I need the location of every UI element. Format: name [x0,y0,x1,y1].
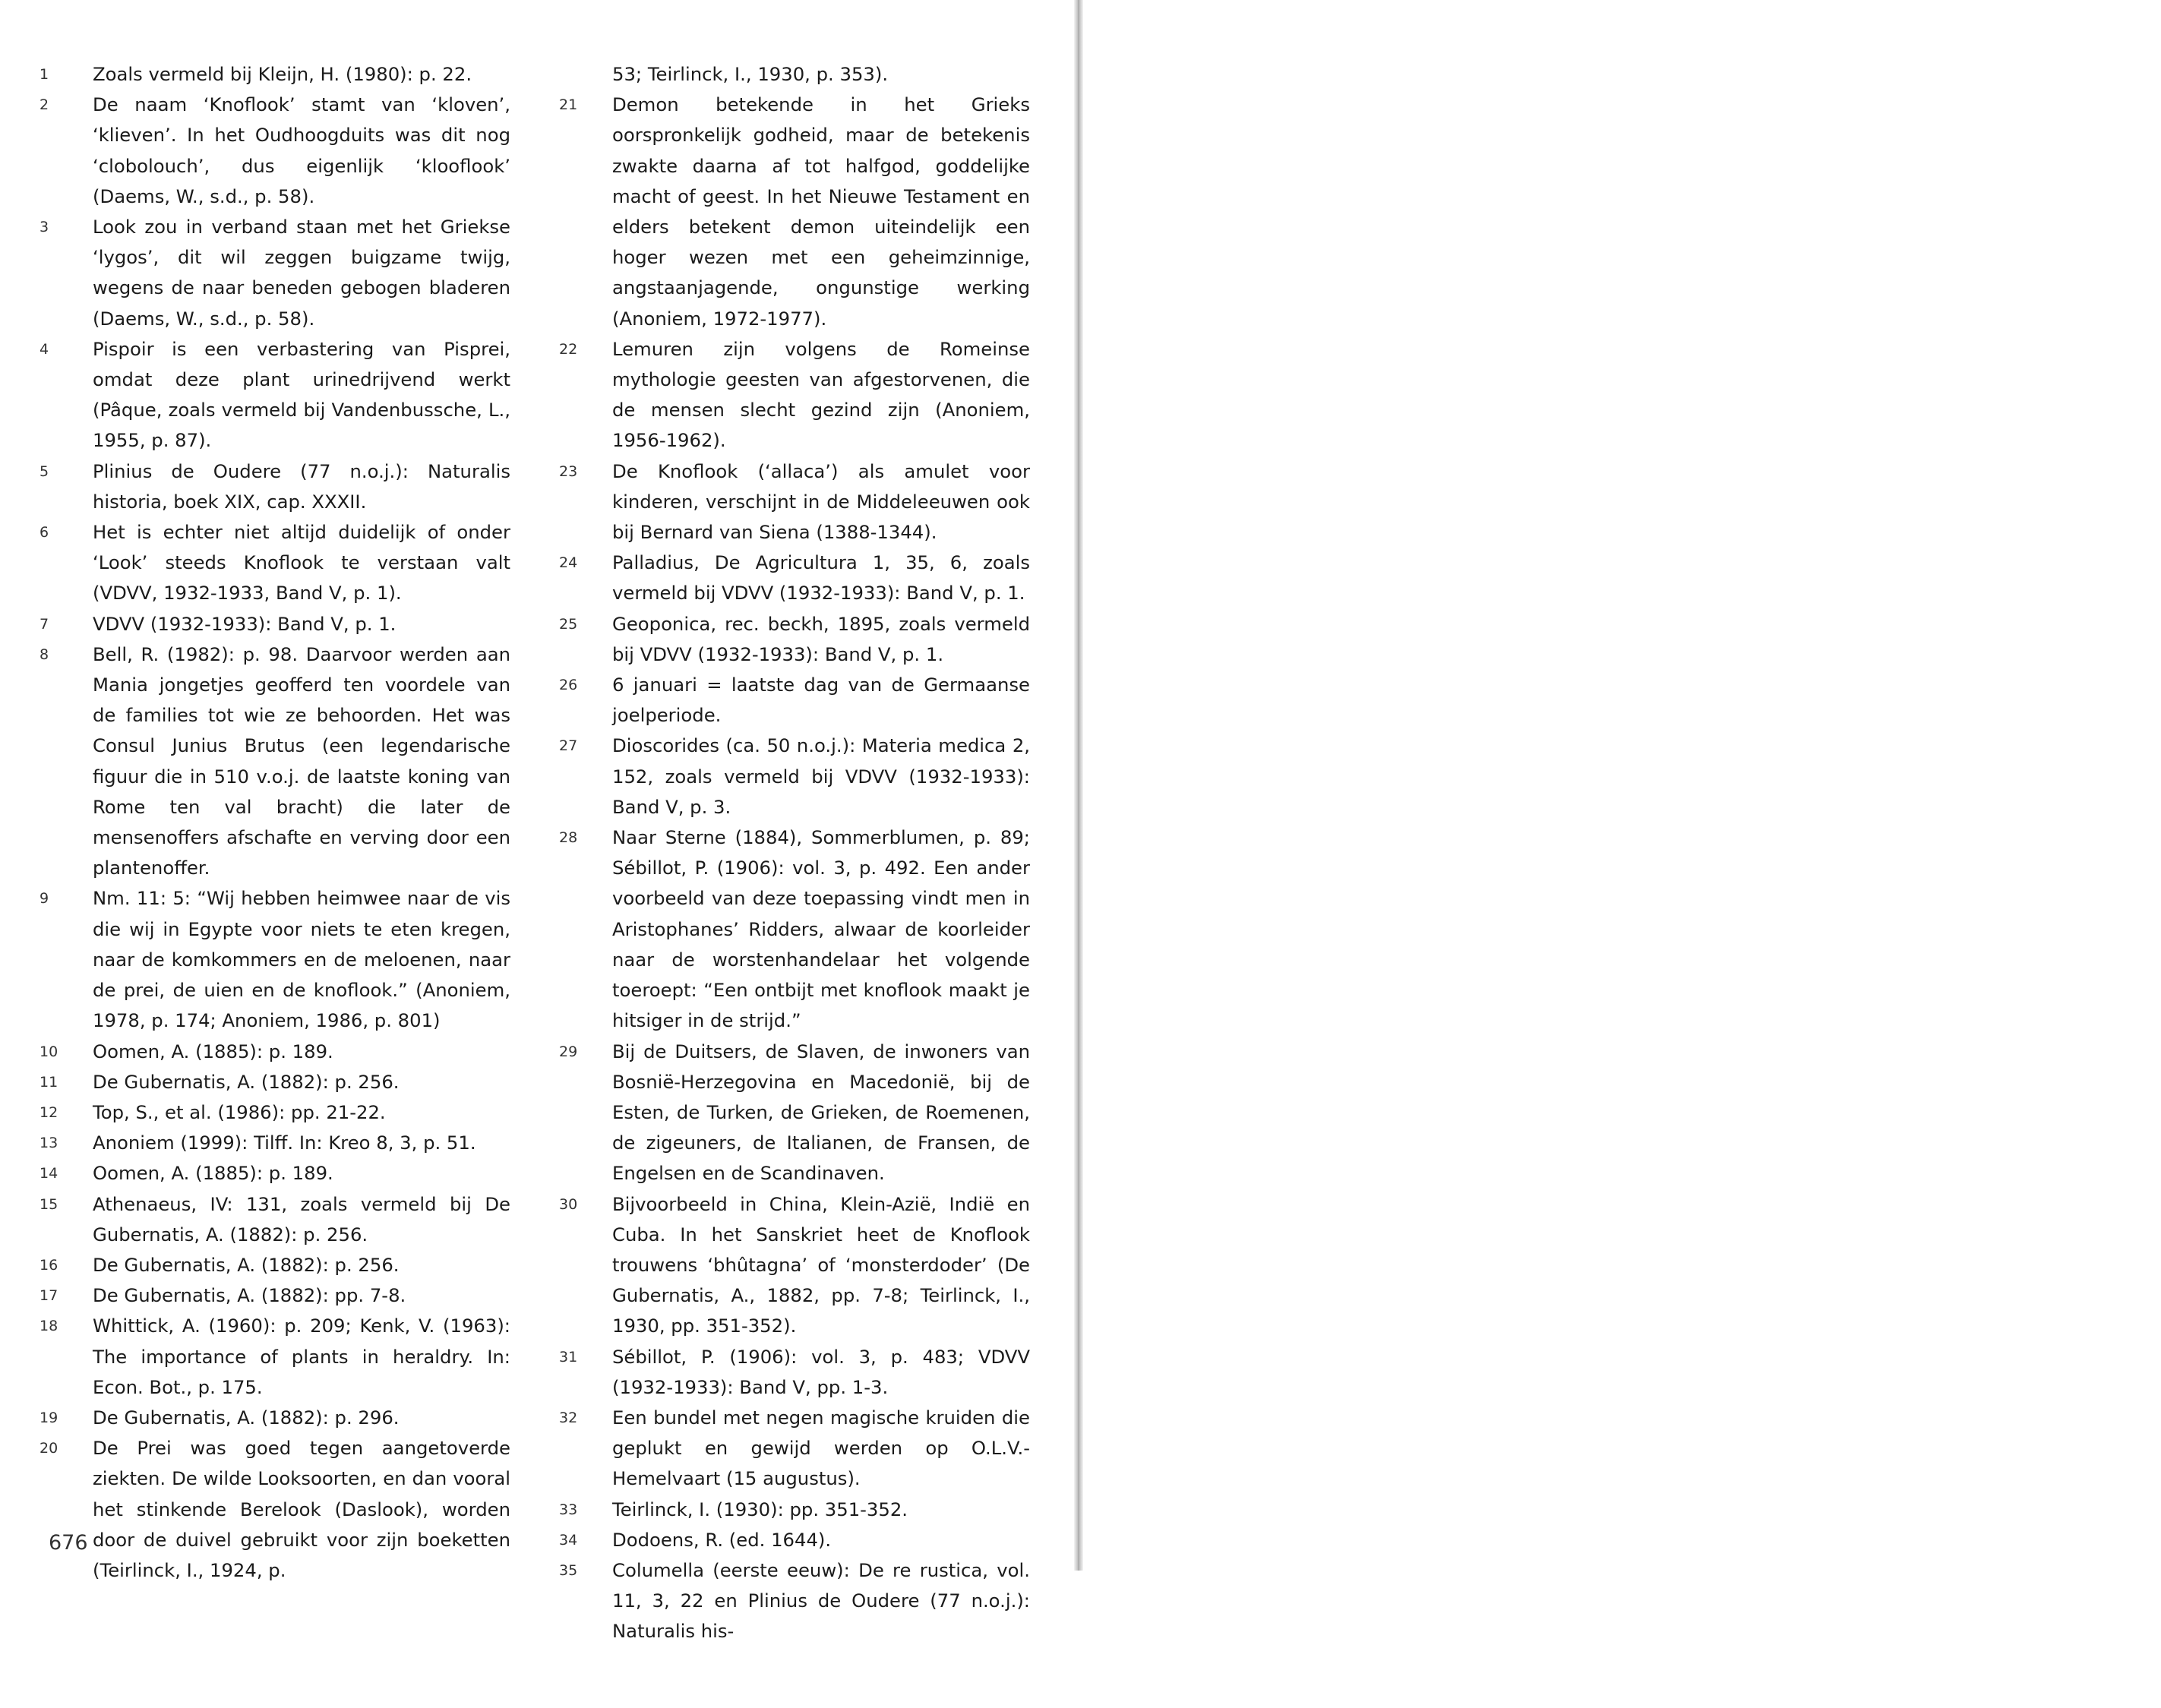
endnote [39,456,510,517]
endnote-text: Top, S., et al. (1986): pp. 21-22. [93,1100,386,1123]
endnote-text: Bij de Duitsers, de Slaven, de inwoners van Bosnië-Herzegovina en Macedonië, bij de Esten, de Turken, de Grieken, de Roemenen, de zigeuners, de Italianen, de Fransen, de Engelsen en de Scandinaven. [612,1040,1030,1185]
endnote-number: 22 [559,340,578,358]
endnote-text: Anoniem (1999): Tilff. In: Kreo 8, 3, p. 51. [93,1132,476,1154]
endnote-number: 29 [559,1043,578,1060]
endnote-number: 17 [39,1287,58,1305]
endnote-text: Nm. 11: 5: “Wij hebben heimwee naar de vis die wij in Egypte voor niets te eten kregen, naar de komkommers en de meloenen, naar de prei, de uien en de knoflook.” (Anoniem, 1978, p. 174; Anoniem, 1986, p. 801) [93,887,510,1032]
endnote-text: Dioscorides (ca. 50 n.o.j.): Materia medica 2, 152, zoals vermeld bij VDVV (1932-1933): Band V, p. 3. [612,734,1030,818]
endnote-text: Demon betekende in het Grieks oorspronkelijk godheid, maar de betekenis zwakte daarna af tot halfgod, goddelijke macht of geest. In het Nieuwe Testament en elders betekent demon uiteindelijk een hoger wezen met een geheimzinnige, angstaanjagende, ongunstige werking (Anoniem, 1972-1977). [612,93,1030,330]
endnote [39,1067,510,1097]
endnote-number: 18 [39,1318,58,1335]
endnote [559,456,1030,548]
endnote [39,1158,510,1189]
endnote-text: Oomen, A. (1885): p. 189. [93,1040,333,1062]
endnote-number: 34 [559,1531,578,1549]
endnote-text: Oomen, A. (1885): p. 189. [93,1162,333,1185]
endnote [39,1128,510,1158]
endnote-number: 3 [39,219,49,236]
endnote-number: 14 [39,1165,58,1182]
endnote-number: 8 [39,646,49,663]
endnote [39,1097,510,1128]
endnote-number: 27 [559,737,578,755]
left-page [0,0,1077,1643]
endnote-text: De Prei was goed tegen aangetoverde ziekten. De wilde Looksoorten, en dan vooral het stinkende Berelook (Daslook), worden door de duivel gebruikt voor zijn boeketten (Teirlinck, I., 1924, p. [93,1437,510,1581]
endnote-number: 9 [39,890,49,908]
endnote-number: 20 [39,1440,58,1457]
page-number: 676 [49,1531,88,1555]
endnote [559,1555,1030,1647]
endnote-number: 33 [559,1501,578,1518]
endnote-text: De Gubernatis, A. (1882): p. 256. [93,1253,400,1276]
endnote-number: 26 [559,677,578,694]
endnote-text: Plinius de Oudere (77 n.o.j.): Naturalis historia, boek XIX, cap. XXXII. [93,459,510,513]
endnote-number: 25 [559,615,578,633]
endnote-number: 35 [559,1561,578,1579]
endnote [559,1342,1030,1403]
endnote [39,609,510,639]
endnote-number: 32 [559,1409,578,1426]
endnote-text: Dodoens, R. (ed. 1644). [612,1528,832,1551]
endnote-number: 15 [39,1195,58,1213]
endnote-number: 31 [559,1348,578,1365]
endnote-number: 11 [39,1073,58,1091]
endnote [39,212,510,334]
endnote-text: Bijvoorbeeld in China, Klein-Azië, Indië en Cuba. In het Sanskriet heet de Knoflook trouwens ‘bhûtagna’ of ‘monsterdoder’ (De Gubernatis, A., 1882, pp. 7-8; Teirlinck, I., 1930, pp. 351-352). [612,1192,1030,1337]
endnote-text: 6 januari = laatste dag van de Germaanse joelperiode. [612,674,1030,727]
endnote [39,1189,510,1250]
endnote-number: 21 [559,96,578,114]
endnote-text: Columella (eerste eeuw): De re rustica, vol. 11, 3, 22 en Plinius de Oudere (77 n.o.j.): Naturalis his- [612,1558,1030,1643]
endnote [559,90,1030,334]
endnote-number: 28 [559,829,578,847]
endnote [39,1403,510,1433]
endnote-text: Athenaeus, IV: 131, zoals vermeld bij De Gubernatis, A. (1882): p. 256. [93,1192,510,1245]
endnote-text: De Gubernatis, A. (1882): pp. 7-8. [93,1284,406,1307]
endnote-number: 12 [39,1103,58,1121]
endnote-number: 5 [39,463,49,480]
endnote [559,670,1030,731]
endnote-text: VDVV (1932-1933): Band V, p. 1. [93,612,396,635]
endnote-number: 1 [39,66,49,83]
endnote [559,548,1030,608]
endnote-text: Een bundel met negen magische kruiden die geplukt en gewijd werden op O.L.V.-Hemelvaart (15 augustus). [612,1406,1030,1490]
endnote-number: 23 [559,463,578,480]
endnote [559,1403,1030,1495]
endnote-text: 53; Teirlinck, I., 1930, p. 353). [612,63,889,85]
endnote-text: De Knoflook (‘allaca’) als amulet voor kinderen, verschijnt in de Middeleeuwen ook bij Bernard van Siena (1388-1344). [612,459,1030,544]
endnote [559,1037,1030,1189]
endnote-text: De Gubernatis, A. (1882): p. 296. [93,1406,400,1429]
endnote [39,639,510,884]
endnote-text: Whittick, A. (1960): p. 209; Kenk, V. (1963): The importance of plants in heraldry. In: Econ. Bot., p. 175. [93,1315,510,1398]
endnote-number: 24 [559,554,578,572]
endnote [559,1525,1030,1555]
endnote-text: Sébillot, P. (1906): vol. 3, p. 483; VDVV (1932-1933): Band V, pp. 1-3. [612,1345,1030,1398]
endnote [39,334,510,456]
endnote [39,90,510,212]
right-page [1082,0,2161,1571]
endnote-number: 10 [39,1043,58,1060]
endnote-text: Zoals vermeld bij Kleijn, H. (1980): p. 22. [93,63,472,85]
endnote-text: Bell, R. (1982): p. 98. Daarvoor werden aan Mania jongetjes geofferd ten voordele van de families tot wie ze behoorden. Het was Consul Junius Brutus (een legendarische figuur die in 510 v.o.j. de laatste koning van Rome ten val bracht) die later de mensenoffers afschafte en verving door een plantenoffer. [93,642,510,879]
endnote-number: 4 [39,340,49,358]
endnote-number: 13 [39,1135,58,1152]
endnote-number: 2 [39,96,49,114]
endnote-text: Look zou in verband staan met het Griekse ‘lygos’, dit wil zeggen buigzame twijg, wegens de naar beneden gebogen bladeren (Daems, W., s.d., p. 58). [93,216,510,330]
endnote [39,1280,510,1311]
endnote [559,1495,1030,1525]
endnotes-column [559,59,1030,1647]
endnote [559,1189,1030,1342]
endnote [39,1250,510,1280]
endnotes-column [39,59,510,1586]
endnote-text: Pispoir is een verbastering van Pisprei, omdat deze plant urinedrijvend werkt (Pâque, zoals vermeld bij Vandenbussche, L., 1955, p. 87). [93,337,510,452]
endnote-text: De Gubernatis, A. (1882): p. 256. [93,1070,400,1093]
endnote-text: Naar Sterne (1884), Sommerblumen, p. 89; Sébillot, P. (1906): vol. 3, p. 492. Een ander voorbeeld van deze toepassing vindt men in Aristophanes’ Ridders, alwaar de koorleider naar de worstenhandelaar het volgende toeroept: “Een ontbijt met knoflook maakt je hitsiger in de strijd.” [612,826,1030,1032]
endnote-number: 6 [39,524,49,541]
endnote [559,609,1030,670]
endnote-number: 7 [39,615,49,633]
endnote [559,334,1030,456]
endnote [39,59,510,90]
endnote-number: 30 [559,1195,578,1213]
endnote-text: Het is echter niet altijd duidelijk of onder ‘Look’ steeds Knoflook te verstaan valt (VDVV, 1932-1933, Band V, p. 1). [93,521,510,605]
endnote [559,822,1030,1036]
endnote [39,1037,510,1067]
endnote-number: 19 [39,1409,58,1426]
endnote [559,59,1030,90]
endnote-text: Geoponica, rec. beckh, 1895, zoals vermeld bij VDVV (1932-1933): Band V, p. 1. [612,612,1030,665]
endnote [39,1311,510,1403]
endnote [39,517,510,609]
endnote-text: Palladius, De Agricultura 1, 35, 6, zoals vermeld bij VDVV (1932-1933): Band V, p. 1. [612,551,1030,605]
endnote [559,731,1030,822]
endnote-text: Lemuren zijn volgens de Romeinse mythologie geesten van afgestorvenen, die de mensen slecht gezind zijn (Anoniem, 1956-1962). [612,337,1030,452]
endnote-number: 16 [39,1256,58,1274]
endnote-text: De naam ‘Knoflook’ stamt van ‘kloven’, ‘klieven’. In het Oudhoogduits was dit nog ‘clobolouch’, dus eigenlijk ‘klooflook’ (Daems, W., s.d., p. 58). [93,93,510,207]
endnote [39,1433,510,1586]
endnote [39,883,510,1036]
endnote-text: Teirlinck, I. (1930): pp. 351-352. [612,1498,908,1520]
